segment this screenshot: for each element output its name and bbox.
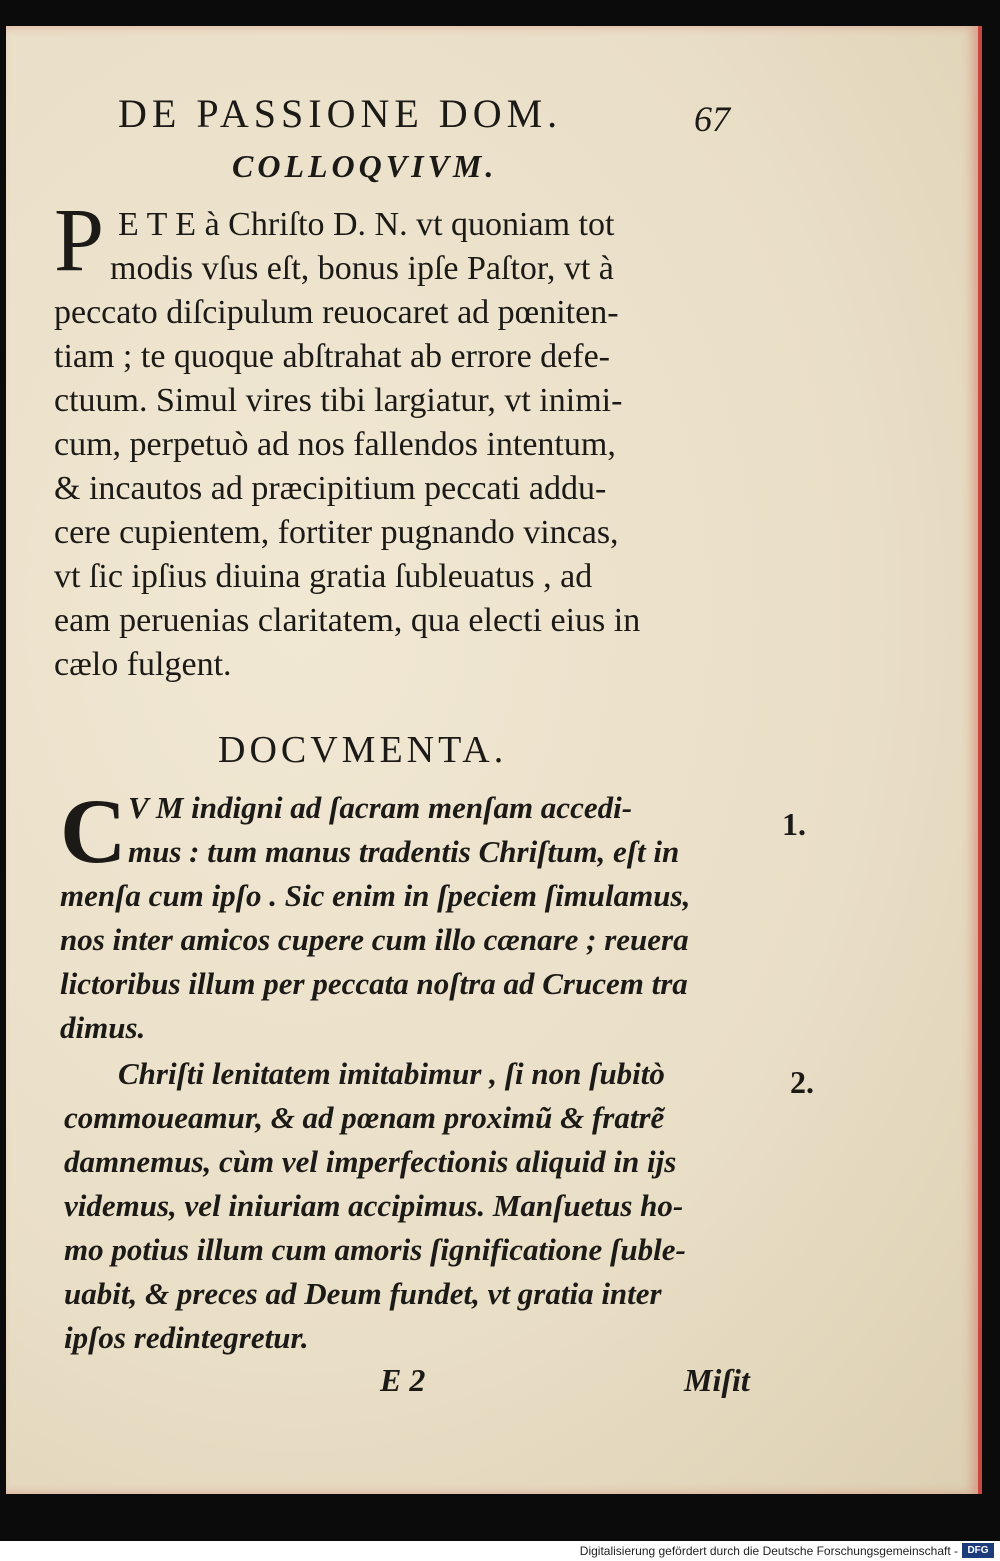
documenta-line: commoueamur, & ad pœnam proximũ & fratrẽ <box>64 1100 665 1135</box>
dfg-logo-icon: DFG <box>962 1543 994 1558</box>
colloquium-line: modis vſus eſt, bonus ipſe Paſtor, vt à <box>110 250 614 287</box>
documenta-line: damnemus, cùm vel imperfectionis aliquid in ijs <box>64 1144 677 1179</box>
digitization-footer <box>0 1541 1000 1561</box>
documenta-line: V M indigni ad ſacram menſam accedi- <box>128 790 633 825</box>
documenta-line: Chriſti lenitatem imitabimur , ſi non ſubitò <box>118 1056 665 1091</box>
colloquium-line: cere cupientem, fortiter pugnando vincas, <box>54 514 619 551</box>
colloquium-line: ctuum. Simul vires tibi largiatur, vt inimi- <box>54 382 623 419</box>
documenta-line: lictoribus illum per peccata noſtra ad Crucem tra <box>60 966 688 1001</box>
funding-credit: Digitalisierung gefördert durch die Deutsche Forschungsgemeinschaft - <box>579 1544 958 1558</box>
drop-cap-c: C <box>60 780 127 882</box>
colloquium-line: vt ſic ipſius diuina gratia ſubleuatus , ad <box>54 558 593 595</box>
catchword: Miſit <box>684 1362 750 1398</box>
documenta-heading: DOCVMENTA. <box>218 729 508 771</box>
documenta-line: nos inter amicos cupere cum illo cænare ; reuera <box>60 922 689 957</box>
margin-number-2: 2. <box>790 1064 814 1100</box>
colloquium-line: & incautos ad præcipitium peccati addu- <box>54 470 607 507</box>
margin-number-1: 1. <box>782 806 806 842</box>
colloquium-line: peccato diſcipulum reuocaret ad pœniten- <box>54 294 619 331</box>
documenta-line: menſa cum ipſo . Sic enim in ſpeciem ſimulamus, <box>60 878 691 913</box>
documenta-line: videmus, vel iniuriam accipimus. Manſuetus ho- <box>64 1188 684 1223</box>
colloquium-line: tiam ; te quoque abſtrahat ab errore defe- <box>54 338 611 375</box>
page-number: 67 <box>694 99 730 139</box>
documenta-line: uabit, & preces ad Deum fundet, vt gratia inter <box>64 1276 662 1311</box>
colloquium-line: eam peruenias claritatem, qua electi eius in <box>54 602 641 639</box>
documenta-line: dimus. <box>60 1010 146 1045</box>
drop-cap-p: P <box>54 191 105 290</box>
documenta-line: ipſos redintegretur. <box>64 1320 309 1355</box>
colloquium-line: cælo fulgent. <box>54 646 232 683</box>
colloquium-line: cum, perpetuò ad nos fallendos intentum, <box>54 426 616 463</box>
documenta-line: mo potius illum cum amoris ſignificatione ſuble- <box>64 1232 686 1267</box>
documenta-line: mus : tum manus tradentis Chriſtum, eſt in <box>128 834 680 869</box>
colloquium-line: E T E à Chriſto D. N. vt quoniam tot <box>118 206 615 243</box>
running-title: DE PASSIONE DOM. <box>118 91 563 136</box>
signature-mark: E 2 <box>380 1362 426 1398</box>
colloquium-heading: COLLOQVIVM. <box>232 148 498 184</box>
